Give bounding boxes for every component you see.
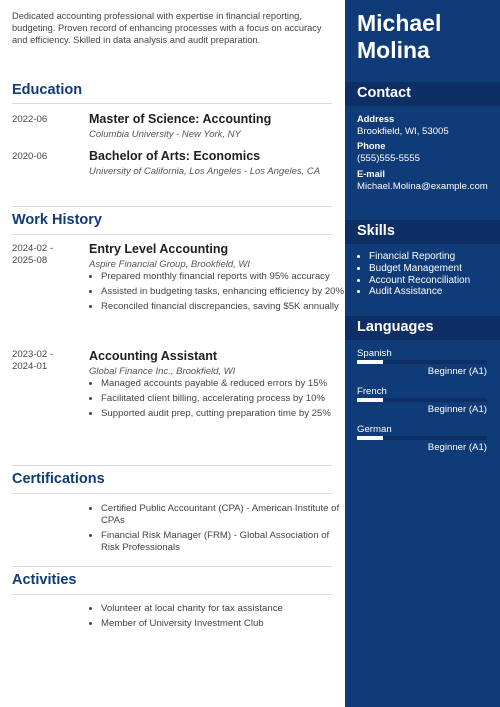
- job-bullet: • Supported audit prep, cutting preparation time by 25%: [101, 408, 346, 420]
- language-bar: [357, 360, 487, 364]
- job-title: Entry Level Accounting: [89, 242, 229, 256]
- divider: [12, 103, 332, 104]
- certification-item: • Financial Risk Manager (FRM) - Global Association of Risk Professionals: [101, 530, 346, 554]
- education-heading: Education: [12, 82, 83, 98]
- activities-list: [89, 603, 346, 633]
- language-name: French: [357, 386, 387, 397]
- language-name: Spanish: [357, 348, 392, 359]
- language-level: Beginner (A1): [427, 404, 487, 415]
- job-bullets: [89, 271, 346, 316]
- language-bar-fill: [357, 436, 383, 440]
- contact-band: [345, 82, 500, 106]
- job-date: 2024-02 - 2025-08: [12, 243, 54, 266]
- language-level: Beginner (A1): [427, 366, 487, 377]
- address-label: Address: [357, 114, 395, 124]
- job-bullet: • Reconciled financial discrepancies, saving $5K annually: [101, 301, 346, 313]
- sidebar: [345, 0, 500, 707]
- divider: [12, 493, 332, 494]
- language-bar: [357, 398, 487, 402]
- divider: [12, 206, 332, 207]
- divider: [12, 594, 332, 595]
- phone-label: Phone: [357, 141, 386, 151]
- job-company: Global Finance Inc., Brookfield, WI: [89, 366, 236, 377]
- skill-item: • Audit Assistance: [369, 286, 500, 298]
- work-history-heading: Work History: [12, 212, 102, 228]
- summary-text: Dedicated accounting professional with expertise in financial reporting, budgeting. Proven record of enhancing processes with a focus on accuracy and efficiency. Skilled in data analysis and audit preparation.: [12, 11, 322, 45]
- skills-list: [357, 251, 500, 298]
- languages-heading: Languages: [357, 319, 434, 335]
- address-value: Brookfield, WI, 53005: [357, 126, 449, 137]
- job-bullet: • Facilitated client billing, accelerating process by 10%: [101, 393, 346, 405]
- email-label: E-mail: [357, 169, 385, 179]
- job-title: Accounting Assistant: [89, 349, 218, 363]
- divider: [12, 566, 332, 567]
- job-bullets: [89, 378, 346, 423]
- certifications-list: [89, 503, 346, 557]
- activities-heading: Activities: [12, 572, 77, 588]
- language-level: Beginner (A1): [427, 442, 487, 453]
- job-bullet: • Managed accounts payable & reduced errors by 15%: [101, 378, 346, 390]
- language-bar-fill: [357, 360, 383, 364]
- language-name: German: [357, 424, 392, 435]
- education-date: 2020-06: [12, 151, 48, 162]
- divider: [12, 234, 332, 235]
- skills-heading: Skills: [357, 223, 395, 239]
- contact-heading: Contact: [357, 85, 411, 101]
- skill-item: • Account Reconciliation: [369, 275, 500, 287]
- certification-item: • Certified Public Accountant (CPA) - American Institute of CPAs: [101, 503, 346, 527]
- divider: [12, 465, 332, 466]
- skill-item: • Budget Management: [369, 263, 500, 275]
- languages-band: [345, 316, 500, 340]
- candidate-name: Michael Molina: [357, 10, 442, 63]
- education-degree: Master of Science: Accounting: [89, 112, 272, 126]
- activity-item: • Volunteer at local charity for tax assistance: [101, 603, 346, 615]
- education-institution: University of California, Los Angeles - Los Angeles, CA: [89, 166, 321, 177]
- skills-band: [345, 220, 500, 244]
- job-company: Aspire Financial Group, Brookfield, WI: [89, 259, 251, 270]
- language-bar-fill: [357, 398, 383, 402]
- email-link[interactable]: Michael.Molina@example.com: [357, 181, 488, 192]
- education-degree: Bachelor of Arts: Economics: [89, 149, 261, 163]
- education-date: 2022-06: [12, 114, 48, 125]
- skill-item: • Financial Reporting: [369, 251, 500, 263]
- job-bullet: • Assisted in budgeting tasks, enhancing efficiency by 20%: [101, 286, 346, 298]
- job-date: 2023-02 - 2024-01: [12, 349, 54, 372]
- language-bar: [357, 436, 487, 440]
- phone-value: (555)555-5555: [357, 153, 420, 164]
- certifications-heading: Certifications: [12, 471, 105, 487]
- job-bullet: • Prepared monthly financial reports with 95% accuracy: [101, 271, 346, 283]
- education-institution: Columbia University - New York, NY: [89, 129, 241, 140]
- activity-item: • Member of University Investment Club: [101, 618, 346, 630]
